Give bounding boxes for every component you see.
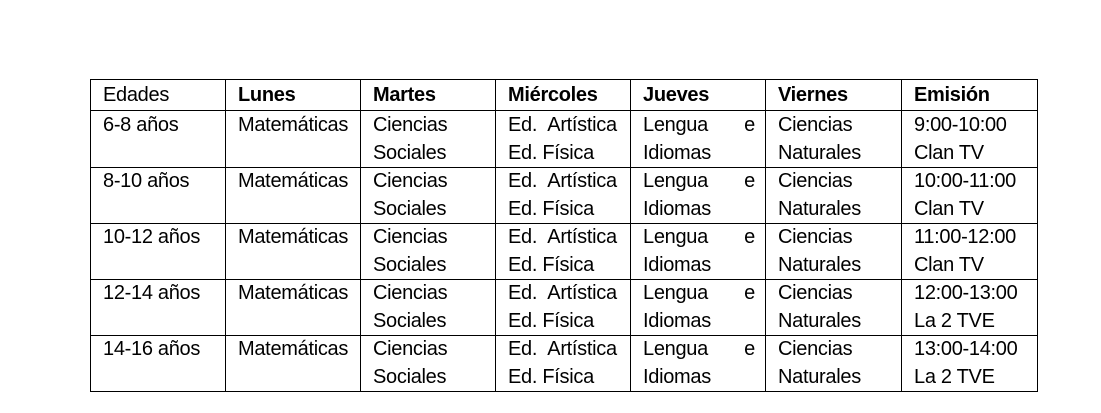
jueves-word: Lengua xyxy=(643,338,708,360)
jueves-word: e xyxy=(744,226,755,248)
viernes-cell xyxy=(766,336,902,392)
jueves-word: e xyxy=(744,338,755,360)
miercoles-cell xyxy=(496,168,631,224)
emision-channel: La 2 TVE xyxy=(914,365,995,388)
jueves-word: e xyxy=(744,114,755,136)
emision-cell xyxy=(902,168,1038,224)
martes-line: Ciencias xyxy=(373,282,448,304)
viernes-line: Ciencias xyxy=(778,226,853,248)
jueves-word: e xyxy=(744,170,755,192)
viernes-cell xyxy=(766,111,902,168)
emision-channel: Clan TV xyxy=(914,253,984,276)
emision-time: 10:00-11:00 xyxy=(914,170,1016,192)
martes-cell xyxy=(361,280,496,336)
viernes-line: Ciencias xyxy=(778,338,853,360)
martes-cell xyxy=(361,111,496,168)
viernes-line: Naturales xyxy=(778,253,861,276)
jueves-cell xyxy=(631,111,766,168)
jueves-line: Idiomas xyxy=(643,365,711,388)
emision-cell xyxy=(902,280,1038,336)
table-row xyxy=(91,280,1038,336)
jueves-line: Idiomas xyxy=(643,253,711,276)
martes-line: Sociales xyxy=(373,253,447,276)
martes-line: Ciencias xyxy=(373,170,448,192)
jueves-line xyxy=(643,112,765,140)
miercoles-line: Ed. Artística xyxy=(508,226,617,248)
jueves-cell xyxy=(631,224,766,280)
emision-channel: Clan TV xyxy=(914,141,984,164)
header-edades: Edades xyxy=(91,80,226,111)
miercoles-line: Ed. Artística xyxy=(508,170,617,192)
jueves-cell xyxy=(631,168,766,224)
martes-line: Ciencias xyxy=(373,226,448,248)
jueves-word: Lengua xyxy=(643,170,708,192)
header-row xyxy=(91,80,1038,111)
jueves-line: Idiomas xyxy=(643,197,711,220)
viernes-line: Naturales xyxy=(778,365,861,388)
jueves-cell xyxy=(631,336,766,392)
emision-time: 11:00-12:00 xyxy=(914,226,1016,248)
jueves-word: e xyxy=(744,282,755,304)
emision-cell xyxy=(902,336,1038,392)
miercoles-cell xyxy=(496,336,631,392)
lunes-cell: Matemáticas xyxy=(226,280,361,336)
martes-line: Sociales xyxy=(373,365,447,388)
miercoles-cell xyxy=(496,280,631,336)
emision-time: 12:00-13:00 xyxy=(914,282,1018,304)
age-cell: 8-10 años xyxy=(91,168,226,224)
miercoles-line: Ed. Artística xyxy=(508,114,617,136)
miercoles-cell xyxy=(496,111,631,168)
martes-line: Sociales xyxy=(373,141,447,164)
martes-cell xyxy=(361,168,496,224)
jueves-word: Lengua xyxy=(643,114,708,136)
martes-line: Sociales xyxy=(373,197,447,220)
jueves-line xyxy=(643,168,765,196)
viernes-cell xyxy=(766,224,902,280)
table-row xyxy=(91,111,1038,168)
emision-cell xyxy=(902,224,1038,280)
viernes-cell xyxy=(766,168,902,224)
age-cell: 10-12 años xyxy=(91,224,226,280)
table-row xyxy=(91,336,1038,392)
table-row xyxy=(91,168,1038,224)
viernes-line: Naturales xyxy=(778,309,861,332)
lunes-cell: Matemáticas xyxy=(226,111,361,168)
miercoles-line: Ed. Física xyxy=(508,197,594,220)
jueves-line xyxy=(643,280,765,308)
header-miercoles: Miércoles xyxy=(496,80,631,111)
martes-cell xyxy=(361,336,496,392)
martes-line: Ciencias xyxy=(373,114,448,136)
emision-cell xyxy=(902,111,1038,168)
jueves-line: Idiomas xyxy=(643,141,711,164)
lunes-cell: Matemáticas xyxy=(226,168,361,224)
martes-line: Sociales xyxy=(373,309,447,332)
jueves-line xyxy=(643,336,765,364)
jueves-line: Idiomas xyxy=(643,309,711,332)
viernes-line: Ciencias xyxy=(778,170,853,192)
lunes-cell: Matemáticas xyxy=(226,336,361,392)
miercoles-line: Ed. Artística xyxy=(508,282,617,304)
miercoles-line: Ed. Física xyxy=(508,141,594,164)
martes-line: Ciencias xyxy=(373,338,448,360)
header-martes: Martes xyxy=(361,80,496,111)
jueves-word: Lengua xyxy=(643,226,708,248)
jueves-cell xyxy=(631,280,766,336)
emision-time: 9:00-10:00 xyxy=(914,114,1007,136)
jueves-line xyxy=(643,224,765,252)
viernes-line: Naturales xyxy=(778,197,861,220)
emision-channel: Clan TV xyxy=(914,197,984,220)
lunes-cell: Matemáticas xyxy=(226,224,361,280)
age-cell: 12-14 años xyxy=(91,280,226,336)
emision-channel: La 2 TVE xyxy=(914,309,995,332)
miercoles-line: Ed. Física xyxy=(508,253,594,276)
jueves-word: Lengua xyxy=(643,282,708,304)
age-cell: 6-8 años xyxy=(91,111,226,168)
miercoles-cell xyxy=(496,224,631,280)
header-jueves: Jueves xyxy=(631,80,766,111)
viernes-line: Naturales xyxy=(778,141,861,164)
viernes-cell xyxy=(766,280,902,336)
header-viernes: Viernes xyxy=(766,80,902,111)
header-lunes: Lunes xyxy=(226,80,361,111)
viernes-line: Ciencias xyxy=(778,114,853,136)
viernes-line: Ciencias xyxy=(778,282,853,304)
emision-time: 13:00-14:00 xyxy=(914,338,1018,360)
table-row xyxy=(91,224,1038,280)
miercoles-line: Ed. Física xyxy=(508,309,594,332)
age-cell: 14-16 años xyxy=(91,336,226,392)
miercoles-line: Ed. Física xyxy=(508,365,594,388)
martes-cell xyxy=(361,224,496,280)
schedule-table xyxy=(90,79,1038,392)
miercoles-line: Ed. Artística xyxy=(508,338,617,360)
header-emision: Emisión xyxy=(902,80,1038,111)
